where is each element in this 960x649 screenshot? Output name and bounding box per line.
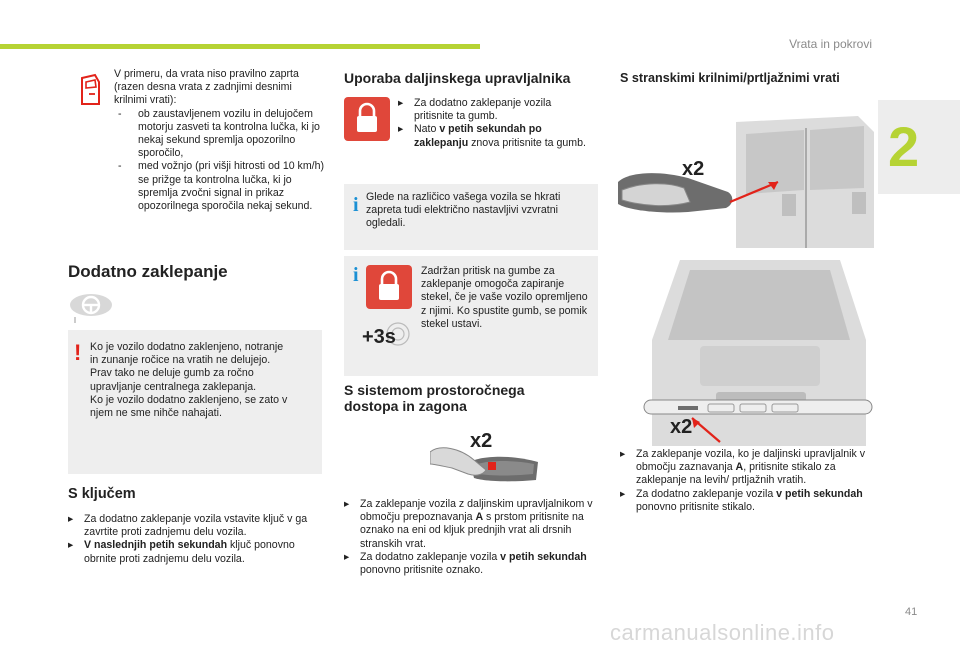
section-heading-extra-locking: Dodatno zaklepanje (68, 262, 228, 281)
info-icon: i (353, 264, 359, 286)
exclamation-icon: ! (74, 340, 82, 365)
list-item (344, 498, 600, 551)
press-twice-label: x2 (682, 158, 705, 180)
subheading-with-key: S ključem (68, 486, 136, 502)
key-item-2-bold: V naslednjih petih sekundah (84, 539, 228, 552)
arrow-bullet-icon: ▸ (68, 539, 74, 552)
remote-item-2-post: znova pritisnite ta gumb. (468, 136, 586, 149)
rear-doors-illustration (618, 112, 876, 248)
dash-marker: - (118, 160, 122, 173)
press-twice-label: x2 (670, 416, 693, 438)
info-box-mirrors (344, 184, 598, 250)
rear-item-2-post: ponovno pritisnite stikalo. (636, 500, 755, 513)
warning-line: Ko je vozilo dodatno zaklenjeno, se zato v (90, 393, 288, 406)
dash-marker: - (118, 107, 122, 120)
key-item-1: Za dodatno zaklepanje vozila vstavite ključ v ga zavrtite proti zadnjemu delu vozila. (84, 513, 308, 539)
arrow-bullet-icon: ▸ (620, 487, 626, 500)
keyless-item-2-post: ponovno pritisnite oznako. (360, 564, 484, 577)
section-heading-keyless (344, 382, 525, 414)
list-item (344, 551, 600, 577)
remote-instructions (398, 97, 588, 150)
warning-line: Prav tako ne deluje gumb za ročno (90, 367, 254, 380)
warning-line: njem ne sme nihče nahajati. (90, 407, 222, 420)
arrow-bullet-icon: ▸ (68, 513, 74, 525)
keyless-title-line-2: dostopa in zagona (344, 398, 467, 414)
keyless-instructions (344, 498, 600, 577)
list-item (68, 539, 324, 565)
remote-item-1: Za dodatno zaklepanje vozila pritisnite ta gumb. (414, 97, 552, 123)
keyless-item-1-pre: Za zaklepanje vozila z daljinskim upravljalnikom v območju prepoznavanja (360, 498, 593, 524)
keyless-item-2-pre: Za dodatno zaklepanje vozila (360, 550, 501, 563)
intro-text: V primeru, da vrata niso pravilno zaprta (razen desna vrata z zadnjimi desnimi krilnimi vrati): (114, 68, 299, 107)
info-text-windows: Zadržan pritisk na gumbe za zaklepanje omogoča zapiranje stekel, če je vaše vozilo opremljeno z njimi. Ko spustite gumb, se pomik stekel ustavi. (421, 265, 588, 330)
arrow-bullet-icon: ▸ (620, 448, 626, 460)
list-item (398, 123, 588, 149)
rear-item-2-bold: v petih sekundah (776, 487, 863, 500)
keyless-item-1-post: s prstom pritisnite na oznako na eni od kljuk prednjih vrat ali drsnih stranskih vrat. (360, 511, 584, 550)
section-heading-rear-doors: S stranskimi krilnimi/prtljažnimi vrati (620, 71, 840, 85)
remote-item-2-bold: v petih sekundah po zaklepanju (414, 123, 542, 149)
page-number: 41 (905, 606, 918, 618)
door-open-warning-icon (77, 72, 103, 110)
door-warning-intro (114, 68, 326, 213)
intro-item-1: ob zaustavljenem vozilu in delujočem motorju zasveti ta kontrolna lučka, ki jo nekaj sekund spremlja opozorilno sporočilo, (138, 107, 320, 160)
key-item-2: ključ ponovno obrnite proti zadnjemu delu vozila. (84, 539, 295, 565)
steering-wheel-icon (68, 293, 114, 325)
rear-door-instructions (620, 448, 876, 514)
key-instructions (68, 513, 324, 566)
keyless-item-1-bold: A (475, 511, 484, 524)
remote-item-2-pre: Nato (414, 123, 440, 136)
info-text-mirrors: Glede na različico vašega vozila se hkrati zapreta tudi električno nastavljivi vzvratni ogledali. (366, 191, 561, 230)
chapter-number: 2 (888, 115, 920, 178)
lock-button-icon (366, 265, 412, 309)
list-item (114, 160, 326, 213)
list-item (398, 97, 588, 123)
list-item (68, 513, 324, 539)
list-item (620, 488, 876, 514)
intro-item-2: med vožnjo (pri višji hitrosti od 10 km/h) se prižge ta kontrolna lučka, ki jo spremlja zvočni signal in prikaz opozorilnega sporočila nekaj sekund. (138, 160, 325, 213)
rear-item-1-pre: Za zaklepanje vozila, ko je daljinski upravljalnik v območju zaznavanja (636, 448, 866, 474)
rear-item-1-post: , pritisnite stikalo za zaklepanje na levih/ prtljažnih vratih. (636, 461, 836, 487)
header-accent-bar (0, 44, 480, 49)
arrow-bullet-icon: ▸ (344, 498, 350, 510)
arrow-bullet-icon: ▸ (344, 550, 350, 563)
arrow-bullet-icon: ▸ (398, 123, 404, 136)
keyless-title-line-1: S sistemom prostoročnega (344, 382, 525, 398)
list-item (620, 448, 876, 488)
warning-line: in zunanje ročice na vratih ne delujejo. (90, 354, 271, 367)
lock-button-icon (344, 97, 390, 141)
hold-3s-label: +3s (362, 326, 396, 348)
rear-item-1-bold: A (735, 461, 744, 474)
warning-line: upravljanje centralnega zaklepanja. (90, 380, 257, 393)
press-twice-label: x2 (470, 430, 493, 452)
info-box-windows (344, 256, 598, 376)
list-item (114, 108, 326, 161)
warning-box (68, 330, 322, 474)
arrow-bullet-icon: ▸ (398, 97, 404, 109)
warning-line: Ko je vozilo dodatno zaklenjeno, notranje (90, 341, 284, 353)
warning-text (90, 341, 316, 420)
keyless-item-2-bold: v petih sekundah (500, 550, 587, 563)
rear-item-2-pre: Za dodatno zaklepanje vozila (636, 487, 777, 500)
section-heading-remote: Uporaba daljinskega upravljalnika (344, 70, 571, 86)
info-icon: i (353, 194, 359, 216)
watermark: carmanualsonline.info (610, 620, 835, 645)
section-title: Vrata in pokrovi (789, 37, 872, 51)
